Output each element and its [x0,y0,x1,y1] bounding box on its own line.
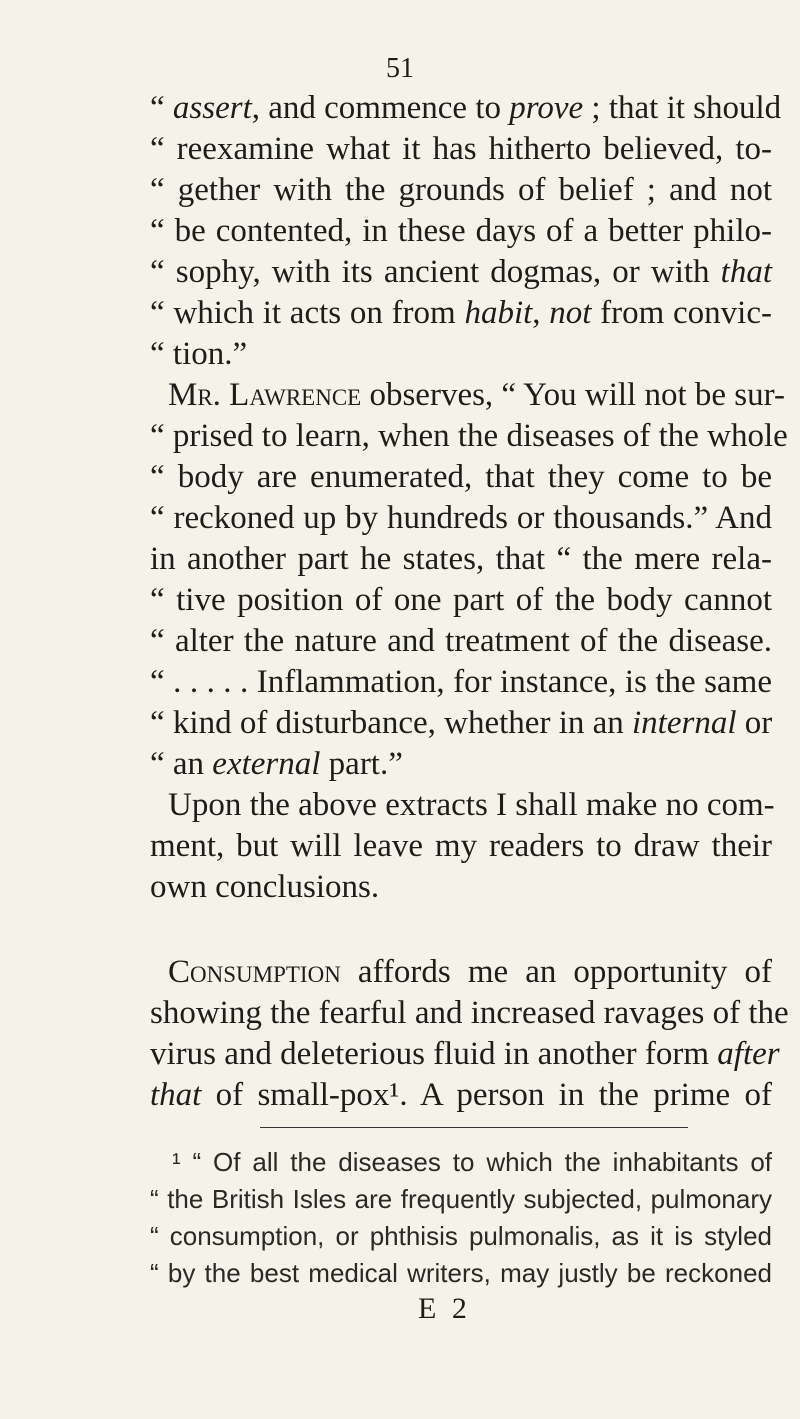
footnote-line: ¹ “ Of all the diseases to which the inhabitants of [172,1147,772,1177]
page-number: 51 [386,53,414,84]
body-line: “ kind of disturbance, whether in an internal or [150,705,773,741]
body-line: “ tive position of one part of the body cannot [150,582,772,618]
body-line: “ alter the nature and treatment of the disease. [150,623,772,659]
body-line: “ gether with the grounds of belief ; and not [150,172,772,208]
body-line: ment, but will leave my readers to draw their [150,828,772,864]
body-line: “ prised to learn, when the diseases of the whole [150,418,788,454]
body-line: that of small-pox¹. A person in the prime of [150,1077,772,1113]
body-line: “ body are enumerated, that they come to be [150,459,772,495]
body-line: Mr. Lawrence observes, “ You will not be sur- [168,377,785,413]
body-line: “ assert, and commence to prove ; that it should [150,90,782,126]
body-line: “ tion.” [150,336,248,372]
footnote-line: “ the British Isles are frequently subjected, pulmonary [150,1184,772,1214]
signature-mark: E 2 [418,1292,471,1325]
body-line: “ an external part.” [150,746,403,782]
body-line: Upon the above extracts I shall make no com- [168,787,775,823]
body-line: in another part he states, that “ the mere rela- [150,541,772,577]
body-line: Consumption affords me an opportunity of [168,954,772,990]
body-line: “ . . . . . Inflammation, for instance, is the same [150,664,772,700]
body-line: “ reckoned up by hundreds or thousands.” And [150,500,772,536]
body-line: “ which it acts on from habit, not from convic- [150,295,772,331]
footnote-rule [260,1127,688,1128]
body-line: “ reexamine what it has hitherto believed, to- [150,131,772,167]
body-line: “ sophy, with its ancient dogmas, or with that [150,254,772,290]
body-line: “ be contented, in these days of a better philo- [150,213,772,249]
body-line: virus and deleterious fluid in another form after [150,1036,780,1072]
footnote-line: “ by the best medical writers, may justly be reckoned [150,1258,772,1288]
body-line: showing the fearful and increased ravages of the [150,995,789,1031]
footnote-line: “ consumption, or phthisis pulmonalis, as it is styled [150,1221,772,1251]
body-line: own conclusions. [150,869,380,905]
